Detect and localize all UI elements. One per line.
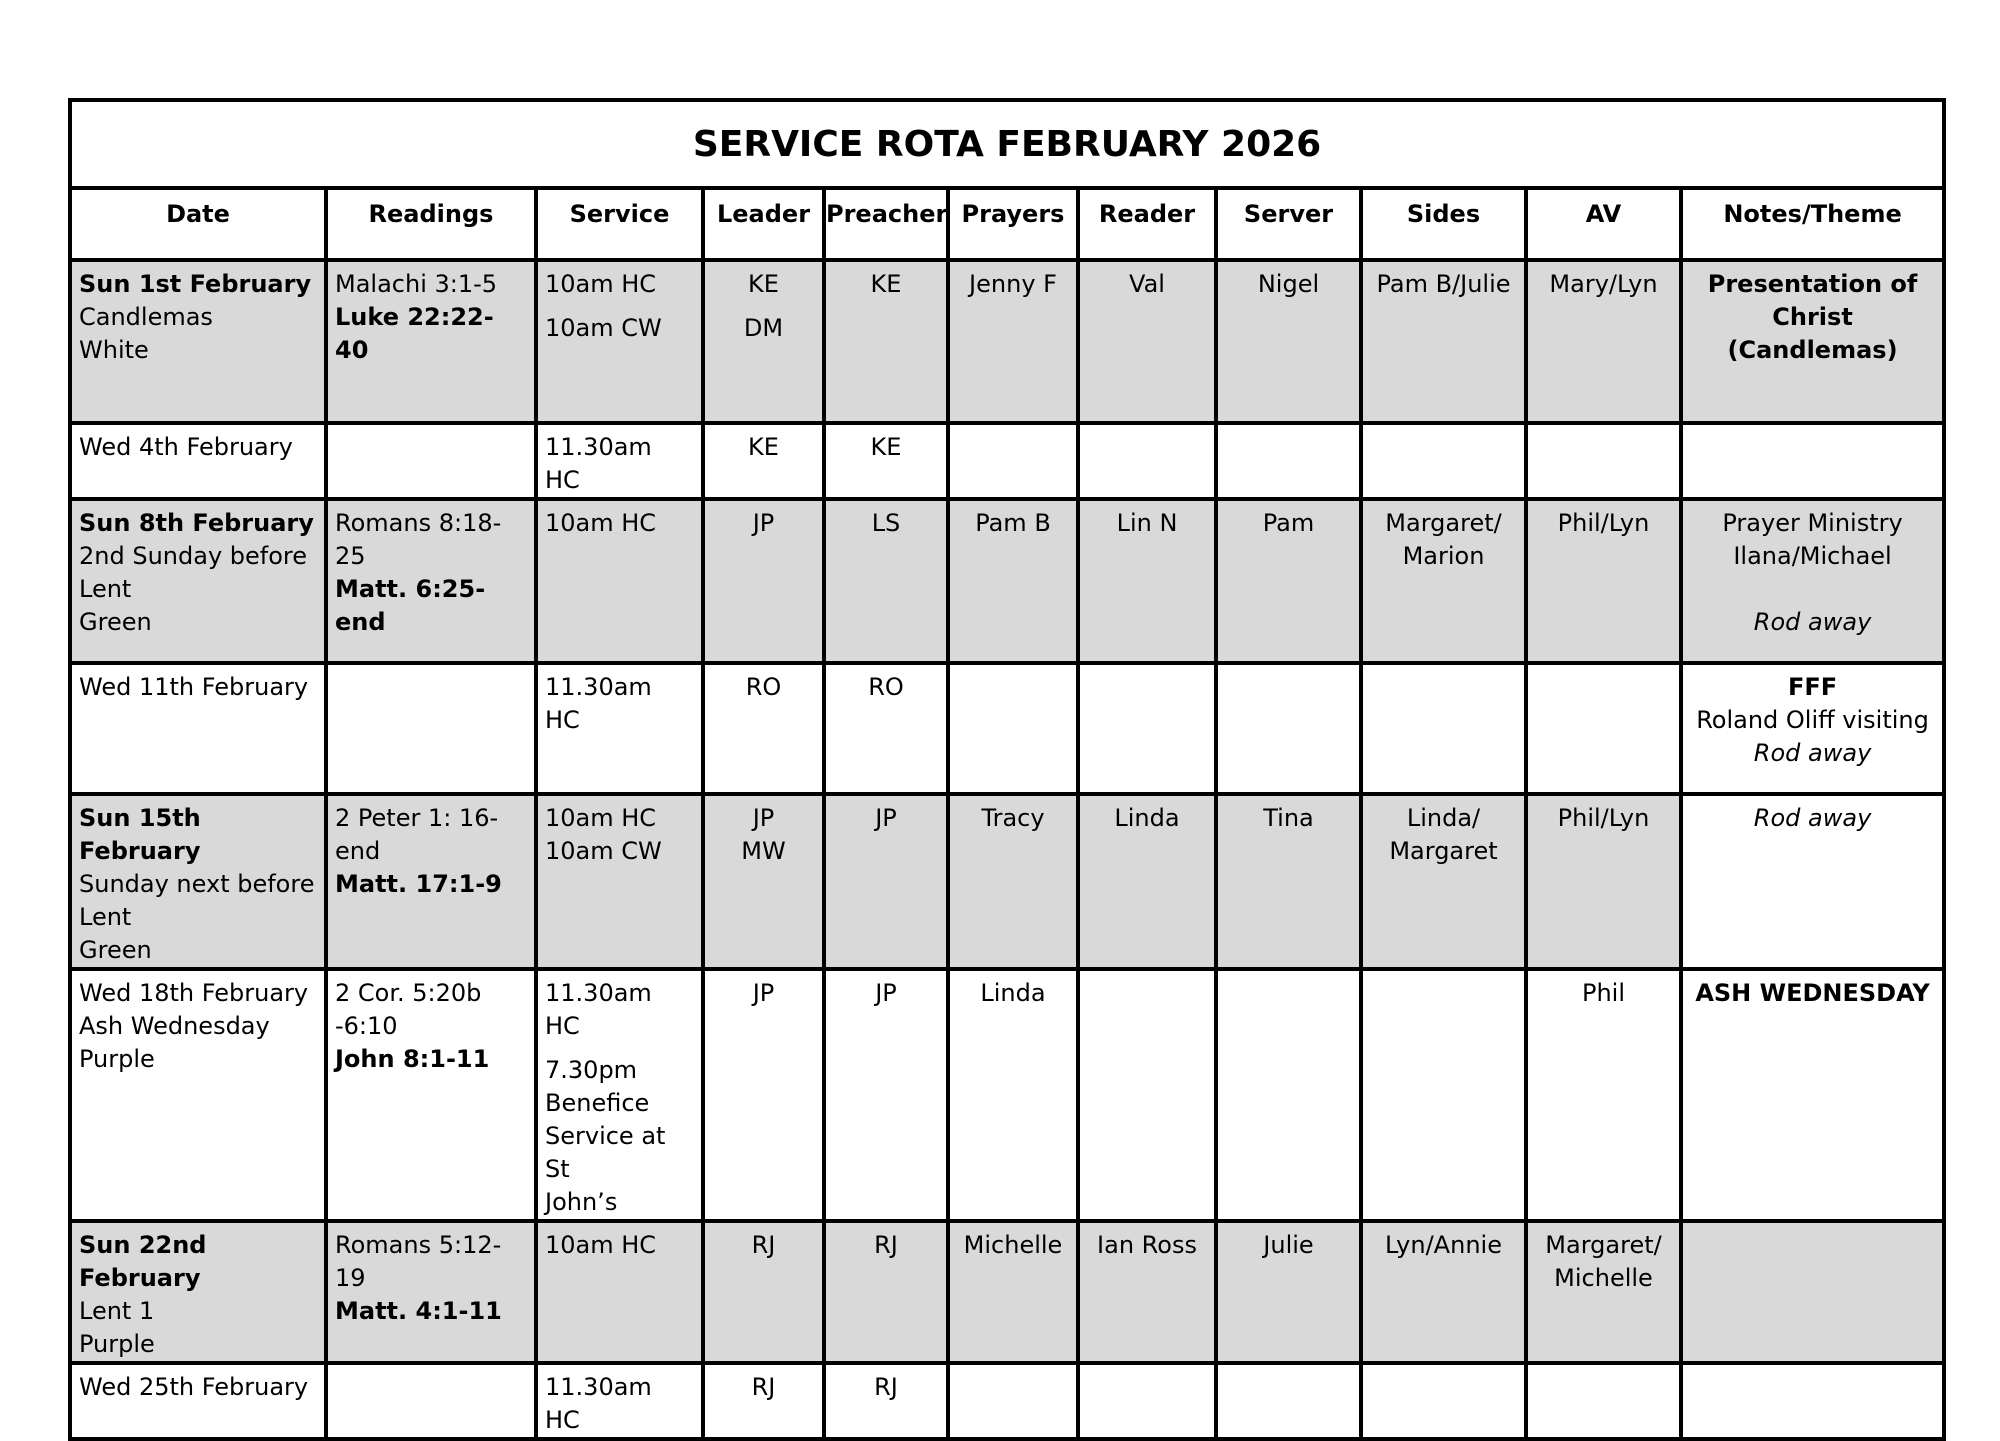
header-preacher: Preacher xyxy=(824,188,948,260)
date-cell: Wed 25th February xyxy=(70,1363,326,1439)
av-cell xyxy=(1526,663,1681,794)
table-row xyxy=(70,499,1944,663)
header-sides: Sides xyxy=(1361,188,1526,260)
prayers-cell: Linda xyxy=(948,969,1078,1221)
notes-cell: Presentation of Christ (Candlemas) xyxy=(1681,260,1944,423)
reader-cell: Ian Ross xyxy=(1078,1221,1216,1363)
date-cell: Wed 4th February xyxy=(70,423,326,499)
preacher-cell: RJ xyxy=(824,1221,948,1363)
server-cell: Tina xyxy=(1216,794,1361,969)
readings-cell: Romans 8:18-25 Matt. 6:25-end xyxy=(326,499,536,663)
service-cell: 10am HC xyxy=(536,499,703,663)
server-cell xyxy=(1216,1363,1361,1439)
leader-cell: RJ xyxy=(703,1363,824,1439)
reader-cell xyxy=(1078,423,1216,499)
service-rota-table xyxy=(68,98,1946,1441)
server-cell: Pam xyxy=(1216,499,1361,663)
preacher-cell: JP xyxy=(824,794,948,969)
table-row xyxy=(70,423,1944,499)
notes-cell: Rod away xyxy=(1681,794,1944,969)
prayers-cell xyxy=(948,663,1078,794)
header-row xyxy=(70,188,1944,260)
server-cell xyxy=(1216,969,1361,1221)
sides-cell xyxy=(1361,663,1526,794)
sides-cell: Lyn/Annie xyxy=(1361,1221,1526,1363)
service-cell: 10am HC xyxy=(536,1221,703,1363)
table-row xyxy=(70,260,1944,423)
leader-cell: RO xyxy=(703,663,824,794)
readings-cell xyxy=(326,663,536,794)
reader-cell xyxy=(1078,1363,1216,1439)
table-row xyxy=(70,794,1944,969)
readings-cell: Malachi 3:1-5 Luke 22:22-40 xyxy=(326,260,536,423)
server-cell xyxy=(1216,663,1361,794)
readings-cell: 2 Cor. 5:20b -6:10 John 8:1-11 xyxy=(326,969,536,1221)
date-cell: Sun 8th February 2nd Sunday before Lent Green xyxy=(70,499,326,663)
readings-cell xyxy=(326,423,536,499)
reader-cell: Lin N xyxy=(1078,499,1216,663)
server-cell: Nigel xyxy=(1216,260,1361,423)
readings-cell: Romans 5:12-19 Matt. 4:1-11 xyxy=(326,1221,536,1363)
table-row xyxy=(70,1363,1944,1439)
table-row xyxy=(70,969,1944,1221)
notes-cell: ASH WEDNESDAY xyxy=(1681,969,1944,1221)
header-prayers: Prayers xyxy=(948,188,1078,260)
sides-cell: Pam B/Julie xyxy=(1361,260,1526,423)
date-cell: Sun 15th February Sunday next before Lent Green xyxy=(70,794,326,969)
service-cell: 11.30am HC xyxy=(536,1363,703,1439)
reader-cell xyxy=(1078,663,1216,794)
notes-cell xyxy=(1681,1221,1944,1363)
preacher-cell: KE xyxy=(824,260,948,423)
date-cell: Sun 22nd February Lent 1 Purple xyxy=(70,1221,326,1363)
date-cell: Wed 18th February Ash Wednesday Purple xyxy=(70,969,326,1221)
prayers-cell: Tracy xyxy=(948,794,1078,969)
header-av: AV xyxy=(1526,188,1681,260)
prayers-cell: Michelle xyxy=(948,1221,1078,1363)
server-cell: Julie xyxy=(1216,1221,1361,1363)
av-cell: Phil xyxy=(1526,969,1681,1221)
service-cell: 11.30am HC 7.30pm Benefice Service at St John’s xyxy=(536,969,703,1221)
rota-title: SERVICE ROTA FEBRUARY 2026 xyxy=(70,100,1944,188)
preacher-cell: LS xyxy=(824,499,948,663)
header-date: Date xyxy=(70,188,326,260)
av-cell xyxy=(1526,423,1681,499)
table-row xyxy=(70,663,1944,794)
header-readings: Readings xyxy=(326,188,536,260)
leader-cell: JP xyxy=(703,969,824,1221)
service-cell: 11.30am HC xyxy=(536,663,703,794)
server-cell xyxy=(1216,423,1361,499)
reader-cell: Val xyxy=(1078,260,1216,423)
service-cell: 11.30am HC xyxy=(536,423,703,499)
readings-cell: 2 Peter 1: 16- end Matt. 17:1-9 xyxy=(326,794,536,969)
reader-cell xyxy=(1078,969,1216,1221)
prayers-cell: Pam B xyxy=(948,499,1078,663)
av-cell: Phil/Lyn xyxy=(1526,499,1681,663)
leader-cell: RJ xyxy=(703,1221,824,1363)
header-notes: Notes/Theme xyxy=(1681,188,1944,260)
header-server: Server xyxy=(1216,188,1361,260)
sides-cell xyxy=(1361,969,1526,1221)
service-cell: 10am HC 10am CW xyxy=(536,794,703,969)
prayers-cell xyxy=(948,423,1078,499)
prayers-cell: Jenny F xyxy=(948,260,1078,423)
notes-cell: FFF Roland Oliff visiting Rod away xyxy=(1681,663,1944,794)
av-cell: Phil/Lyn xyxy=(1526,794,1681,969)
header-leader: Leader xyxy=(703,188,824,260)
av-cell: Margaret/ Michelle xyxy=(1526,1221,1681,1363)
table-row xyxy=(70,1221,1944,1363)
service-cell: 10am HC 10am CW xyxy=(536,260,703,423)
preacher-cell: RJ xyxy=(824,1363,948,1439)
reader-cell: Linda xyxy=(1078,794,1216,969)
notes-cell: Prayer Ministry Ilana/Michael Rod away xyxy=(1681,499,1944,663)
leader-cell: KE DM xyxy=(703,260,824,423)
sides-cell: Margaret/ Marion xyxy=(1361,499,1526,663)
notes-cell xyxy=(1681,1363,1944,1439)
date-cell: Wed 11th February xyxy=(70,663,326,794)
preacher-cell: KE xyxy=(824,423,948,499)
readings-cell xyxy=(326,1363,536,1439)
notes-cell xyxy=(1681,423,1944,499)
leader-cell: JP xyxy=(703,499,824,663)
prayers-cell xyxy=(948,1363,1078,1439)
header-reader: Reader xyxy=(1078,188,1216,260)
sides-cell xyxy=(1361,423,1526,499)
preacher-cell: RO xyxy=(824,663,948,794)
preacher-cell: JP xyxy=(824,969,948,1221)
av-cell xyxy=(1526,1363,1681,1439)
header-service: Service xyxy=(536,188,703,260)
av-cell: Mary/Lyn xyxy=(1526,260,1681,423)
leader-cell: JP MW xyxy=(703,794,824,969)
sides-cell xyxy=(1361,1363,1526,1439)
sides-cell: Linda/ Margaret xyxy=(1361,794,1526,969)
date-cell: Sun 1st February Candlemas White xyxy=(70,260,326,423)
leader-cell: KE xyxy=(703,423,824,499)
